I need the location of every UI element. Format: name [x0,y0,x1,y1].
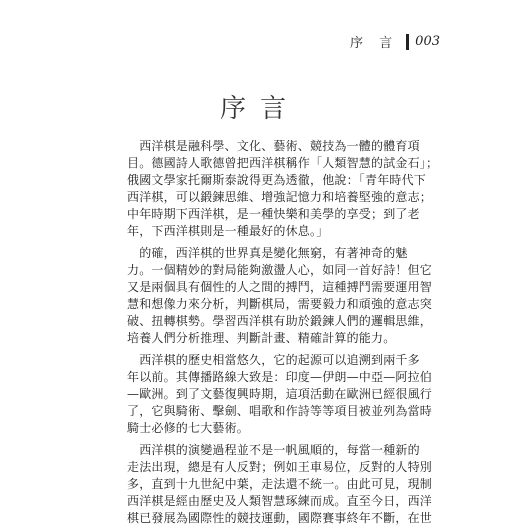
text-line: 破、扭轉棋勢。學習西洋棋有助於鍛鍊人們的邏輯思維， [127,314,433,328]
text-line: 又是兩個具有個性的人之間的搏鬥，這種搏鬥需要運用智 [127,280,433,294]
text-line: 西洋棋的演變過程並不是一帆風順的，每當一種新的 [127,443,420,457]
paragraph-3 [127,352,433,437]
header-title: 序 言 [350,36,399,51]
text-line: 走法出現，總是有人反對；例如王車易位，反對的人特別 [127,460,433,474]
chapter-heading: 序言 [219,94,300,124]
body-text [127,138,439,532]
text-line: 了，它與騎術、擊劍、唱歌和作詩等等項目被並列為當時 [127,404,433,418]
text-line: 力。一個精妙的對局能夠激盪人心，如同一首好詩！但它 [127,263,433,277]
text-line: —歐洲。到了文藝復興時期，這項活動在歐洲已經很風行 [127,387,433,401]
text-line: 俄國文學家托爾斯泰說得更為透徹，他說：「青年時代下 [127,173,427,187]
paragraph-1 [127,138,439,240]
text-line: 目。德國詩人歌德曾把西洋棋稱作「人類智慧的試金石」； [127,156,439,170]
text-line: 年以前。其傳播路線大致是：印度—伊朗—中亞—阿拉伯 [127,370,433,384]
running-header [350,32,440,51]
text-line: 棋已發展為國際性的競技運動，國際賽事終年不斷，在世 [127,511,433,525]
text-line: 慧和想像力來分析，判斷棋局，需要毅力和頑強的意志突 [127,297,433,311]
header-divider [406,34,409,50]
text-line: 西洋棋是經由歷史及人類智慧琢練而成。直至今日，西洋 [127,494,433,508]
text-line: 年，下西洋棋則是一種最好的休息。」 [127,224,329,238]
text-line: 培養人們分析推理、判斷計畫、精確計算的能力。 [127,331,396,345]
paragraph-2 [127,245,433,347]
text-line: 騎士必修的七大藝術。 [127,421,250,435]
text-line: 西洋棋是融科學、文化、藝術、競技為一體的體育項 [127,139,420,153]
page-number: 003 [415,34,440,49]
text-line: 多，直到十九世紀中葉，走法還不統一。由此可見，現制 [127,477,433,491]
paragraph-4 [127,442,433,527]
text-line: 中年時期下西洋棋，是一種快樂和美學的享受；到了老 [127,207,420,221]
text-line: 西洋棋，可以鍛鍊思維、增強記憶力和培養堅強的意志； [127,190,433,204]
text-line: 西洋棋的歷史相當悠久，它的起源可以追溯到兩千多 [127,353,420,367]
text-line: 的確，西洋棋的世界真是變化無窮，有著神奇的魅 [127,246,408,260]
